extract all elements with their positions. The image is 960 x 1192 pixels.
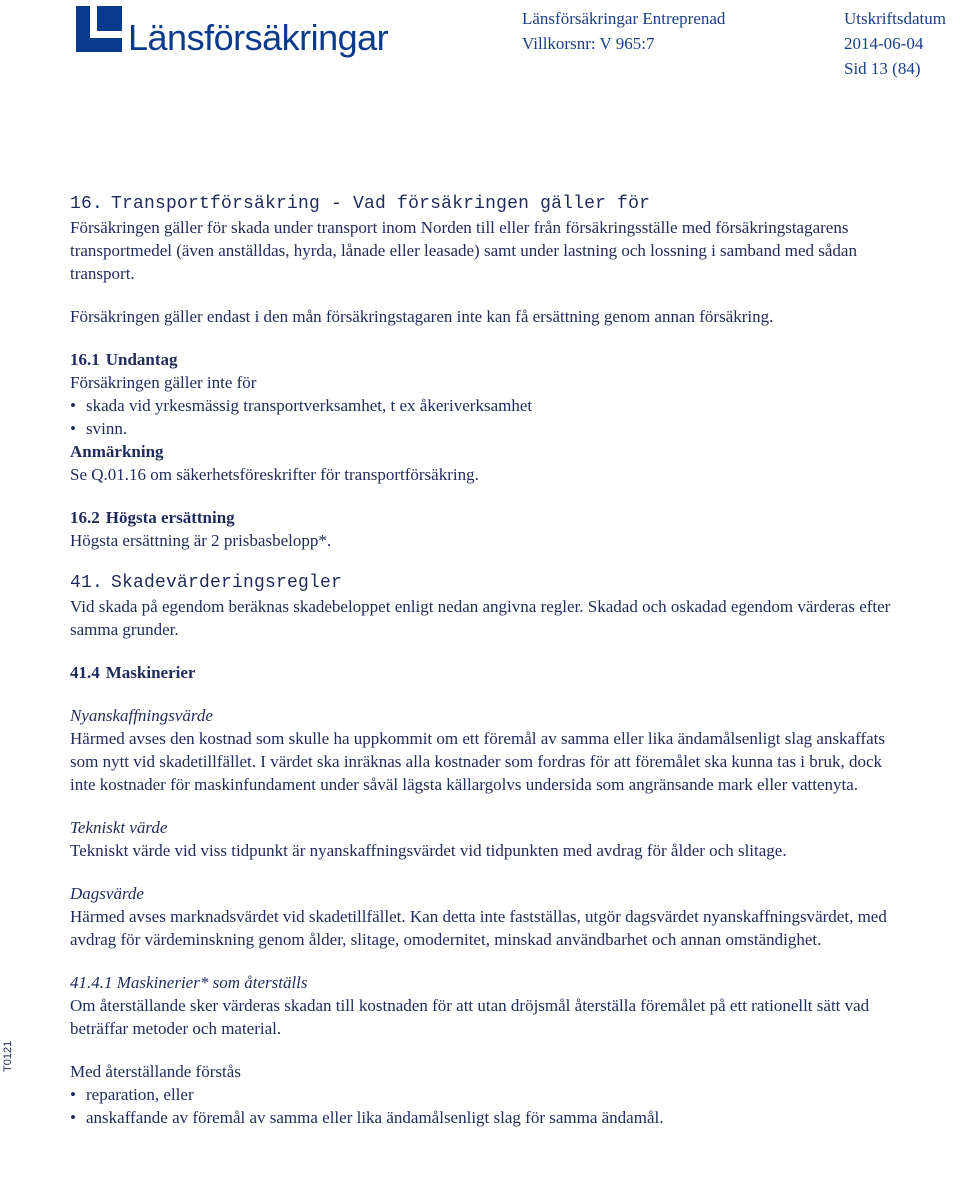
company-logo xyxy=(76,6,389,58)
section-41-text: Vid skada på egendom beräknas skadebeloppet enligt nedan angivna regler. Skadad och oskadad egendom värderas efter samma grunder. xyxy=(70,597,891,639)
section-41-number: 41. xyxy=(70,573,104,593)
header-villkor-number: Villkorsnr: V 965:7 xyxy=(522,34,655,53)
section-41-4-heading xyxy=(70,661,900,684)
note-label: Anmärkning xyxy=(70,442,164,461)
section-41-title: Skadevärderingsregler xyxy=(111,573,343,593)
section-41-4-1-text: Om återställande sker värderas skadan till kostnaden för att utan dröjsmål återställa föremålet på ett rationellt sätt vad beträffar metoder och material. xyxy=(70,996,870,1038)
header-date-label: Utskriftsdatum xyxy=(844,9,946,28)
section-41-heading xyxy=(70,572,900,595)
tekniskt-varde-text: Tekniskt värde vid viss tidpunkt är nyanskaffningsvärdet vid tidpunkten med avdrag för ålder och slitage. xyxy=(70,841,787,860)
list-item: • svinn. xyxy=(70,417,900,440)
logo-wordmark: Länsförsäkringar xyxy=(128,17,389,58)
section-16-2-heading xyxy=(70,506,900,529)
section-16-2-text: Högsta ersättning är 2 prisbasbelopp*. xyxy=(70,531,332,550)
header-company: Länsförsäkringar Entreprenad xyxy=(522,9,726,28)
note-text: Se Q.01.16 om säkerhetsföreskrifter för transportförsäkring. xyxy=(70,465,479,484)
restoration-list xyxy=(70,1083,900,1129)
nyanskaffningsvarde-heading: Nyanskaffningsvärde xyxy=(70,706,213,725)
section-41-4-1-heading: 41.4.1 Maskinerier* som återställs xyxy=(70,973,308,992)
dagsvarde-heading: Dagsvärde xyxy=(70,884,144,903)
restoration-list-intro: Med återställande förstås xyxy=(70,1062,241,1081)
section-16-paragraph-2: Försäkringen gäller endast i den mån försäkringstagaren inte kan få ersättning genom annan försäkring. xyxy=(70,307,774,326)
section-41-4-title: Maskinerier xyxy=(105,663,196,682)
section-16-1-intro: Försäkringen gäller inte för xyxy=(70,373,257,392)
exclusion-list xyxy=(70,394,900,440)
list-item: • skada vid yrkesmässig transportverksamhet, t ex åkeriverksamhet xyxy=(70,394,900,417)
logo-mark-icon xyxy=(76,6,122,52)
list-item: • anskaffande av föremål av samma eller lika ändamålsenligt slag för samma ändamål. xyxy=(70,1106,900,1129)
side-form-code: T0121 xyxy=(2,1040,14,1072)
section-16-1-number: 16.1 xyxy=(70,350,100,369)
section-16-2-number: 16.2 xyxy=(70,508,100,527)
tekniskt-varde-heading: Tekniskt värde xyxy=(70,818,168,837)
list-item: • reparation, eller xyxy=(70,1083,900,1106)
header-date-value: 2014-06-04 xyxy=(844,34,924,53)
dagsvarde-text: Härmed avses marknadsvärdet vid skadetillfället. Kan detta inte fastställas, utgör dagsvärdet nyanskaffningsvärdet, med avdrag för värdeminskning genom ålder, slitage, omodernitet, minskad användbarhet och annan omständighet. xyxy=(70,907,887,949)
section-16-number: 16. xyxy=(70,194,104,214)
nyanskaffningsvarde-text: Härmed avses den kostnad som skulle ha uppkommit om ett föremål av samma eller lika ändamålsenligt slag anskaffats som nytt vid skadetillfället. I värdet ska inräknas alla kostnader som fordras för att föremålet ska kunna tas i bruk, dock inte kostnader för maskinfundament under såväl lägsta källargolvs undersida som angränsande mark eller vattenyta. xyxy=(70,729,886,794)
section-16-1-title: Undantag xyxy=(105,350,178,369)
header-document-info xyxy=(522,6,725,56)
section-16-paragraph-1: Försäkringen gäller för skada under transport inom Norden till eller från försäkringsställe med försäkringstagarens transportmedel (även anställdas, hyrda, lånade eller leasade) samt under lastning och lossning i samband med sådan transport. xyxy=(70,218,857,283)
section-16-heading xyxy=(70,193,900,216)
section-16-title: Transportförsäkring - Vad försäkringen gäller för xyxy=(111,194,651,214)
header-page-number: Sid 13 (84) xyxy=(844,59,921,78)
section-16-1-heading xyxy=(70,348,900,371)
section-41-4-number: 41.4 xyxy=(70,663,100,682)
document-body xyxy=(70,193,900,1129)
header-print-info xyxy=(844,6,946,81)
section-16-2-title: Högsta ersättning xyxy=(105,508,235,527)
